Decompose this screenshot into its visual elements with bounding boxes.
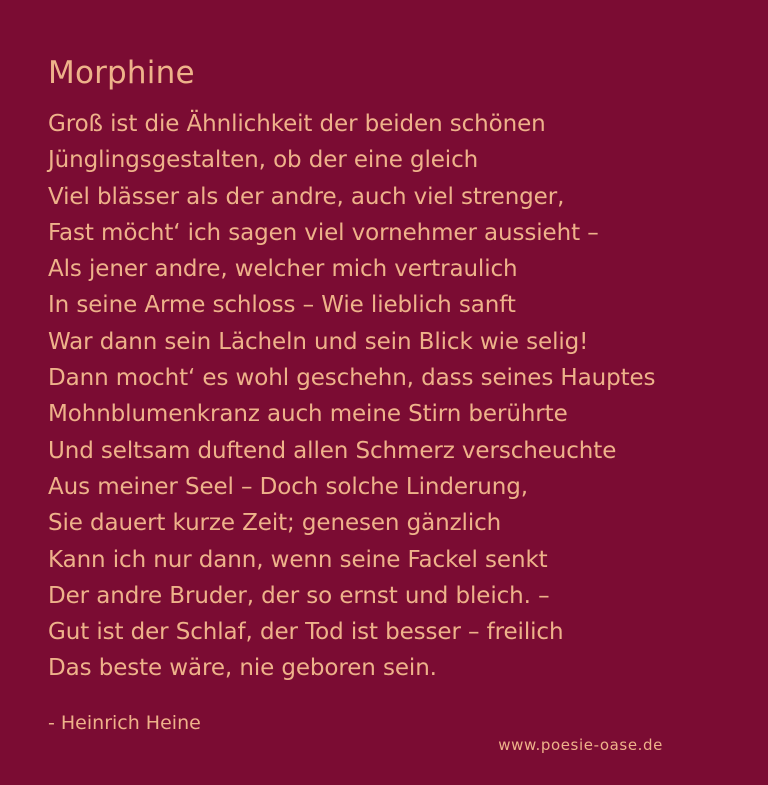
poem-line: Gut ist der Schlaf, der Tod ist besser – freilich [48,619,564,646]
website-credit: www.poesie-oase.de [498,736,663,754]
poem-line: War dann sein Lächeln und sein Blick wie selig! [48,328,589,355]
poem-line: Groß ist die Ähnlichkeit der beiden schönen [48,111,546,137]
poem-line: Sie dauert kurze Zeit; genesen gänzlich [48,510,502,537]
poem-line: Das beste wäre, nie geboren sein. [48,655,437,682]
poem-line: Mohnblumenkranz auch meine Stirn berührte [48,401,568,428]
poem-line: Als jener andre, welcher mich vertraulich [48,256,518,283]
poem-title: Morphine [48,55,195,91]
poem-line: Dann mocht‘ es wohl geschehn, dass seines Hauptes [48,365,656,392]
poem-line: Fast möcht‘ ich sagen viel vornehmer aussieht – [48,219,599,246]
poem-line: Der andre Bruder, der so ernst und bleich. – [48,582,550,609]
poem-author: - Heinrich Heine [48,712,201,734]
poem-line: In seine Arme schloss – Wie lieblich sanft [48,292,516,319]
poem-body [48,106,655,687]
poem-line: Und seltsam duftend allen Schmerz verscheuchte [48,437,617,464]
poem-line: Aus meiner Seel – Doch solche Linderung, [48,473,528,500]
poem-line: Kann ich nur dann, wenn seine Fackel senkt [48,546,548,573]
poem-line: Viel blässer als der andre, auch viel strenger, [48,183,565,210]
poem-line: Jünglingsgestalten, ob der eine gleich [48,147,479,174]
